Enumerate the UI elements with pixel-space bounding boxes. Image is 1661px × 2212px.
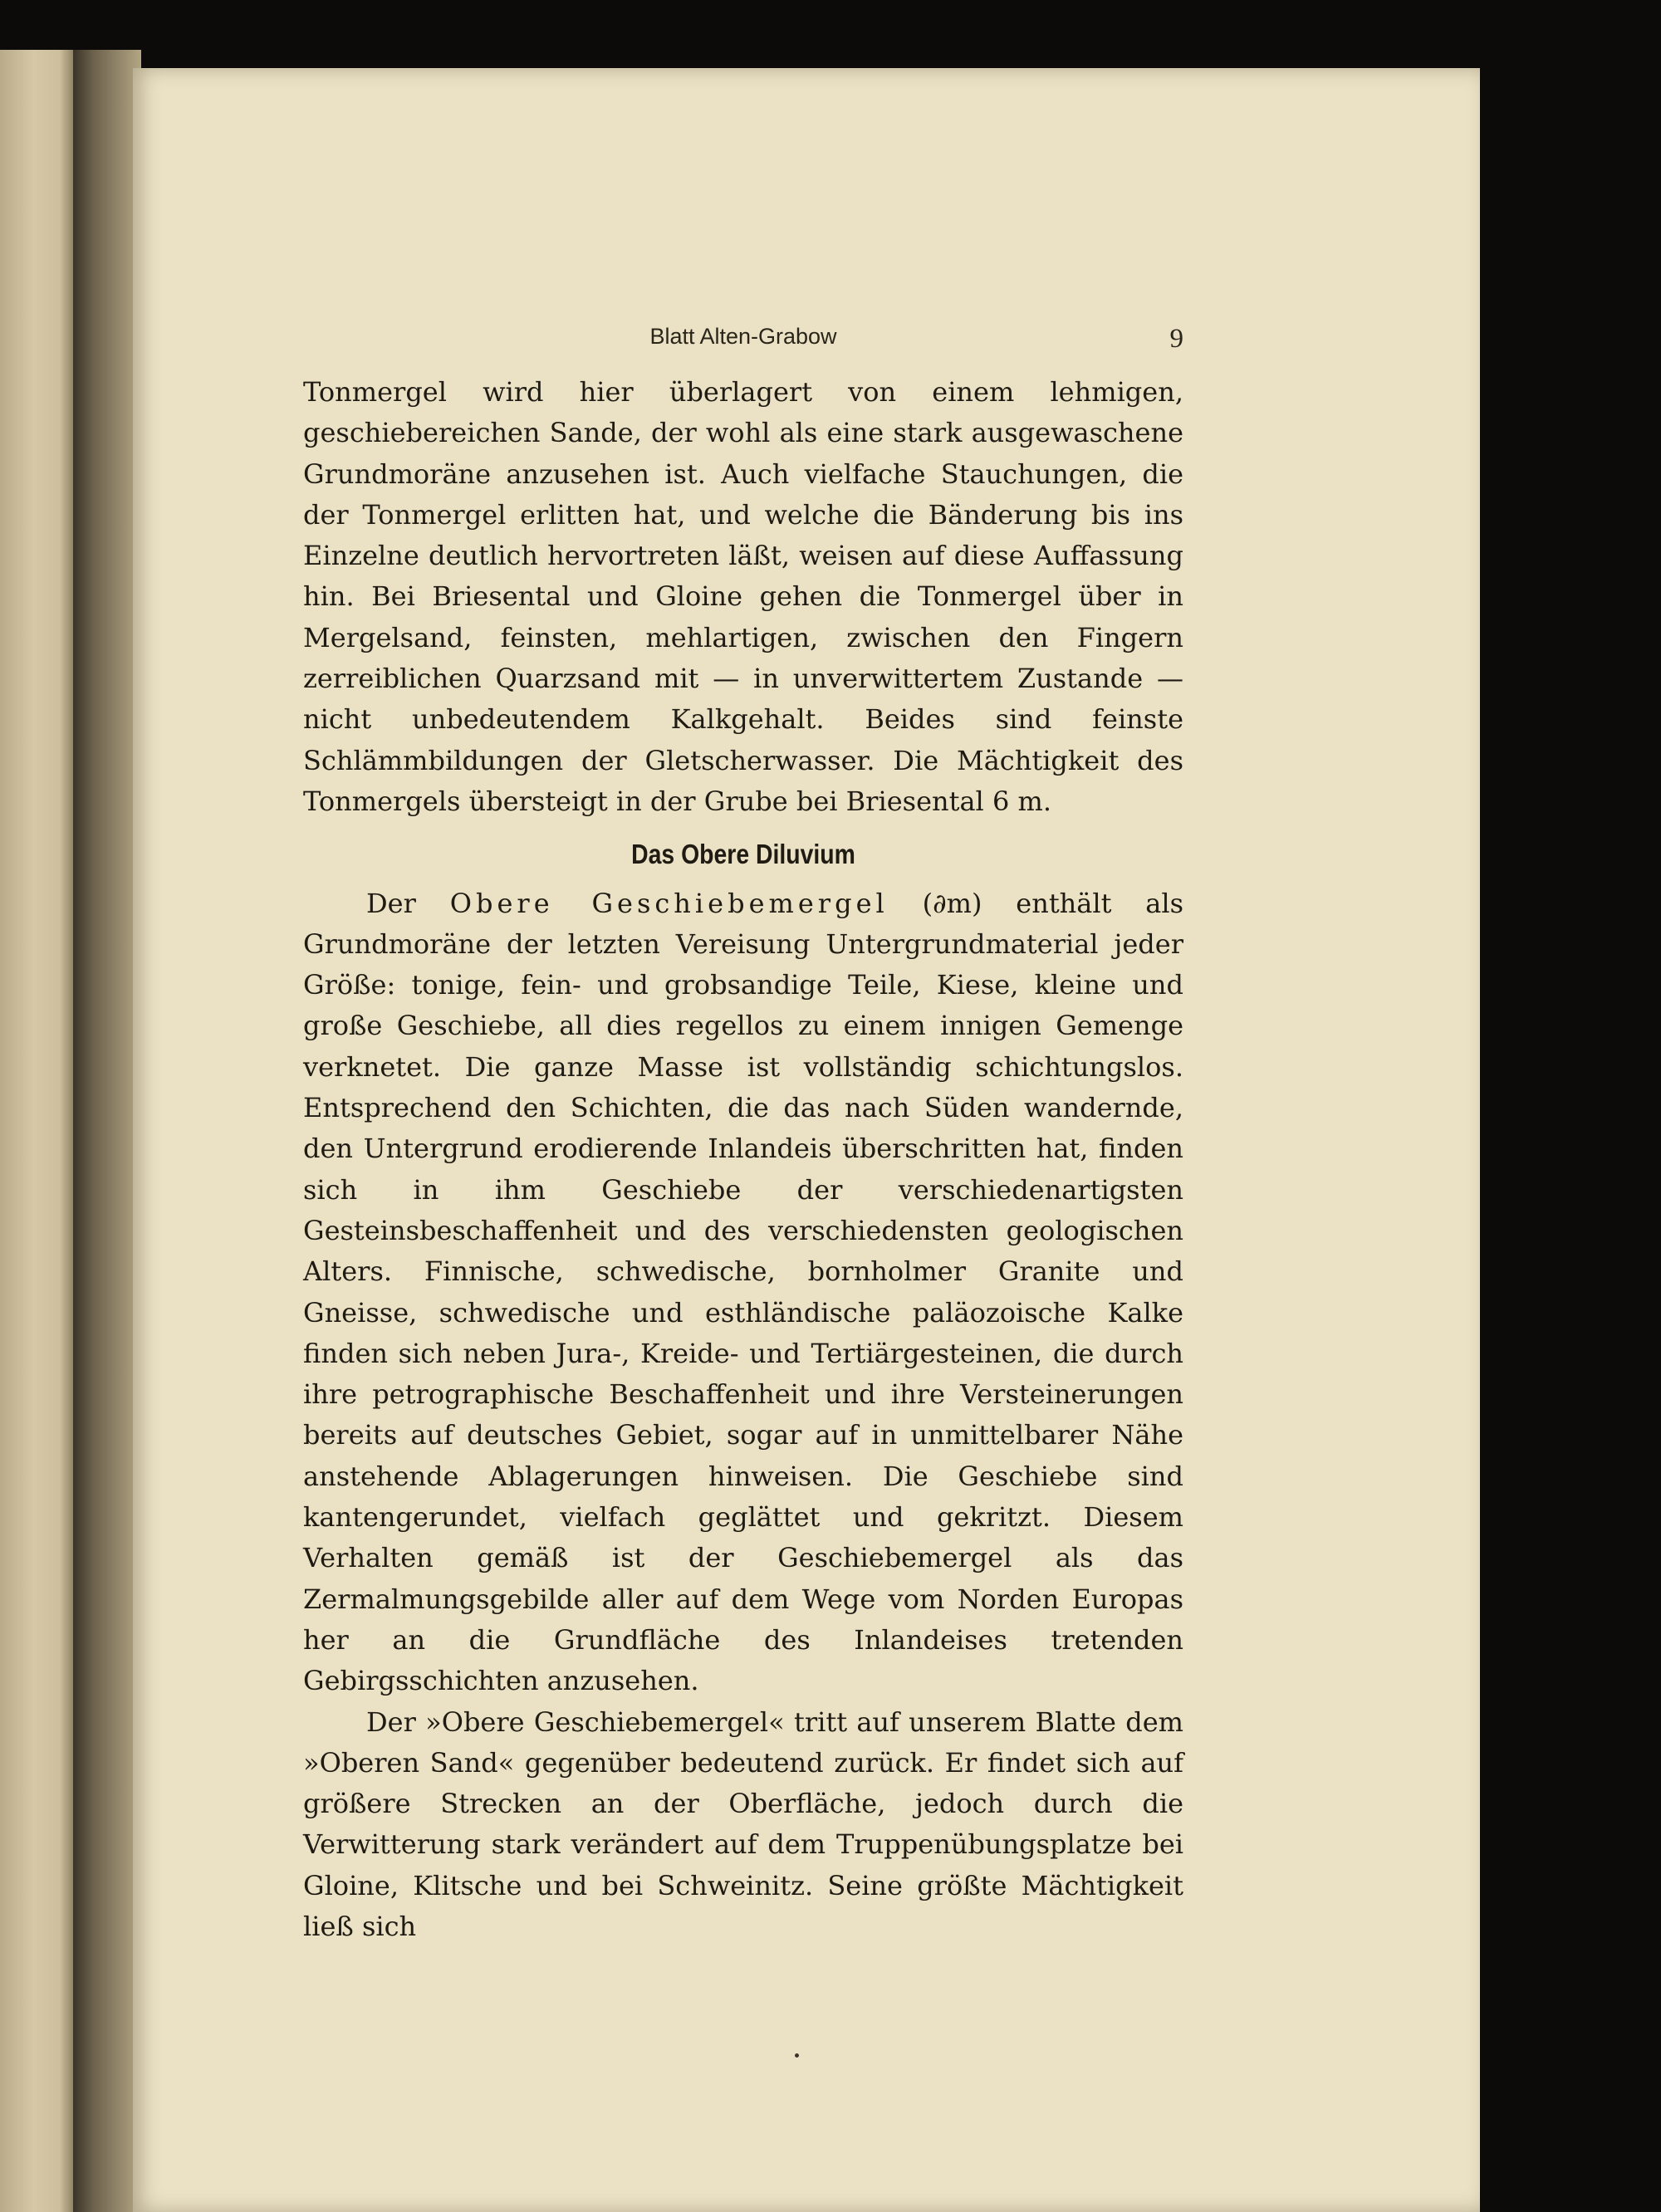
page-body bbox=[303, 372, 1183, 1947]
paper-speck bbox=[795, 2053, 799, 2058]
paragraph-lead: Der bbox=[366, 887, 450, 919]
paragraph-obere-geschiebemergel: Der »Obere Geschiebemergel« tritt auf unserem Blatte dem »Oberen Sand« gegenüber bedeutend zurück. Er findet sich auf größere Strecken an der Oberfläche, jedoch durch die Verwitterung stark verändert auf dem Truppenübungsplatze bei Gloine, Klitsche und bei Schweinitz. Seine größte Mächtigkeit ließ sich bbox=[303, 1705, 1183, 1942]
running-header bbox=[303, 324, 1183, 355]
spaced-term: Obere Geschiebemergel bbox=[449, 887, 889, 919]
section-heading: Das Obere Diluvium bbox=[631, 839, 855, 870]
paragraph-geschiebemergel bbox=[303, 883, 1183, 1702]
paragraph-tonmergel: Tonmergel wird hier überlagert von einem lehmigen, geschiebereichen Sande, der wohl als eine stark ausgewaschene Grundmoräne anzusehen ist. Auch vielfache Stauchungen, die der Tonmergel erlitten hat, und welche die Bänderung bis ins Einzelne deutlich hervortreten läßt, weisen auf diese Auffassung hin. Bei Briesental und Gloine gehen die Tonmergel über in Mergelsand, feinsten, mehlartigen, zwischen den Fingern zerreiblichen Quarzsand mit — in unverwittertem Zustande — nicht unbedeutendem Kalkgehalt. Beides sind feinste Schlämmbildungen der Gletscherwasser. Die Mächtigkeit des Tonmergels übersteigt in der Grube bei Briesental 6 m. bbox=[303, 376, 1183, 817]
facing-page-edge bbox=[0, 50, 75, 2212]
book-spine-shadow bbox=[73, 50, 141, 2212]
paragraph-text: (∂m) enthält als Grundmoräne der letzten Vereisung Untergrundmaterial jeder Größe: tonige, fein- und grobsandige Teile, Kiese, kleine und große Geschiebe, all dies regellos zu einem innigen Gemenge verknetet. Die ganze Masse ist vollständig schichtungslos. Entsprechend den Schichten, die das nach Süden wandernde, den Untergrund erodierende Inlandeis überschritten hat, finden sich in ihm Geschiebe der verschiedenartigsten Gesteinsbeschaffenheit und des verschiedensten geologischen Alters. Finnische, schwedische, bornholmer Granite und Gneisse, schwedische und esthländische paläozoische Kalke finden sich neben Jura-, Kreide- und Tertiärgesteinen, die durch ihre petrographische Beschaffenheit und ihre Versteinerungen bereits auf deutsches Gebiet, sogar auf in unmittelbarer Nähe anstehende Ablagerungen hinweisen. Die Geschiebe sind kantengerundet, vielfach geglättet und gekritzt. Diesem Verhalten gemäß ist der Geschiebemergel als das Zermalmungsgebilde aller auf dem Wege vom Norden Europas her an die Grundfläche des Inlandeises tretenden Gebirgsschichten anzusehen. bbox=[303, 887, 1184, 1697]
page-number: 9 bbox=[1169, 324, 1183, 354]
running-title: Blatt Alten-Grabow bbox=[649, 324, 837, 349]
